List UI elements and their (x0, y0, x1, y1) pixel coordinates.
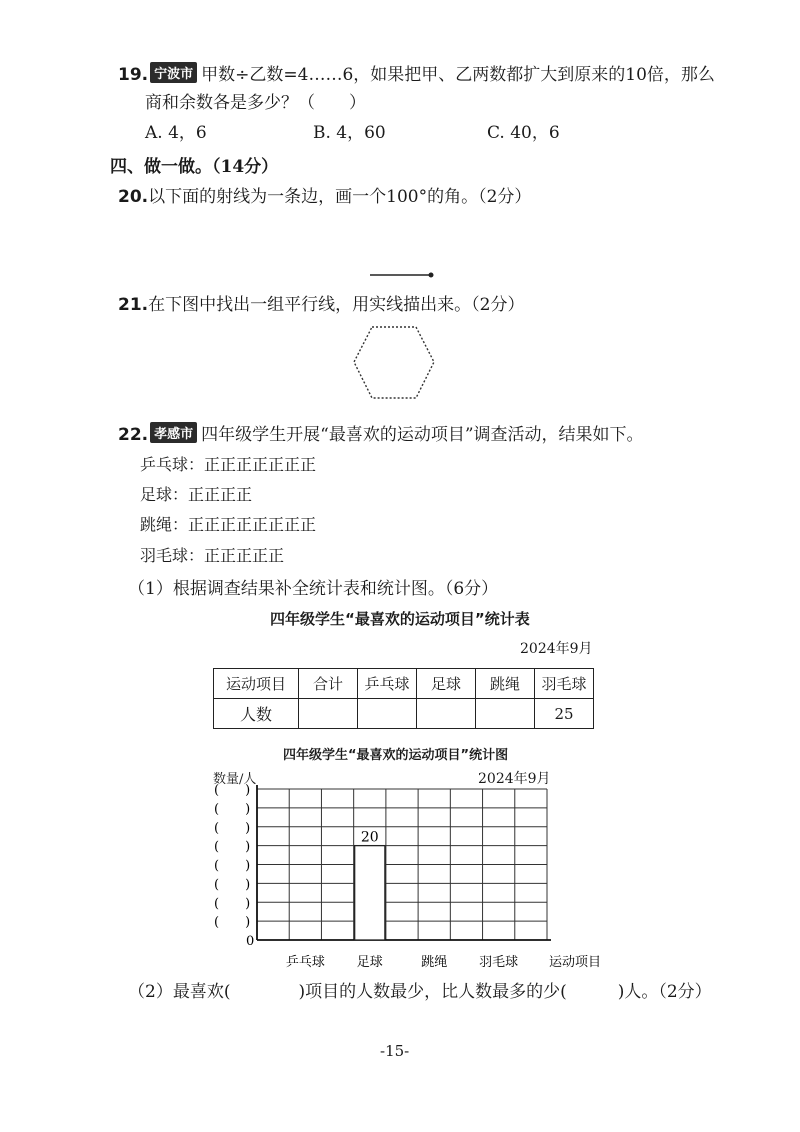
q21-line (118, 290, 524, 315)
chart-category-label: 羽毛球 (479, 955, 519, 970)
table-cell-jumprope[interactable] (476, 699, 535, 729)
q20-line (118, 182, 531, 207)
chart-y-tick-blank: ( ) (214, 915, 251, 931)
table-header-row (214, 669, 594, 699)
q19-option-c[interactable]: C. 40，6 (487, 123, 560, 143)
tally-label: 跳绳： (140, 515, 189, 534)
chart-category-label: 跳绳 (421, 955, 448, 970)
q19-text-line1: 甲数÷乙数=4……6，如果把甲、乙两数都扩大到原来的10倍，那么 (201, 65, 715, 85)
q22-text: 四年级学生开展“最喜欢的运动项目”调查活动，结果如下。 (201, 425, 644, 445)
table-date: 2024年9月 (520, 641, 593, 657)
table-header-cell: 运动项目 (214, 669, 299, 699)
q19-option-a[interactable]: A. 4，6 (145, 123, 207, 143)
q21-number: 21. (118, 295, 149, 315)
tally-marks: 正正正正正正正 (204, 455, 317, 474)
chart-bar (355, 846, 385, 940)
chart-x-axis-label: 运动项目 (549, 955, 602, 970)
chart-category-label: 乒乓球 (285, 955, 325, 970)
q19-number: 19. (118, 65, 149, 85)
table-cell-badminton[interactable]: 25 (535, 699, 594, 729)
tally-row-badminton (140, 543, 284, 566)
tally-marks: 正正正正 (188, 485, 253, 504)
page-number: -15- (380, 1042, 410, 1060)
chart-y-tick-blank: ( ) (214, 801, 251, 817)
tally-row-football (140, 482, 252, 505)
chart-y-tick-blank: ( ) (214, 783, 251, 798)
stat-table (213, 668, 594, 729)
tally-label: 乒乓球： (140, 455, 205, 474)
q19-text-line2: 商和余数各是多少？（ ） (145, 93, 366, 113)
q19-line1 (118, 60, 715, 85)
chart-y-tick-blank: ( ) (214, 858, 251, 874)
tally-row-jumprope (140, 512, 316, 535)
q19-option-b[interactable]: B. 4，60 (313, 123, 386, 143)
ray-endpoint (429, 273, 434, 278)
tally-label: 足球： (140, 485, 189, 504)
table-cell-pingpong[interactable] (358, 699, 417, 729)
chart-y-tick-zero: 0 (246, 934, 255, 949)
table-header-cell: 乒乓球 (358, 669, 417, 699)
q20-number: 20. (118, 187, 149, 207)
q22-part2: （2）最喜欢( )项目的人数最少，比人数最多的少( )人。（2分） (128, 982, 712, 1002)
chart-bar-label: 20 (360, 829, 379, 846)
table-row-label: 人数 (214, 699, 299, 729)
bar-chart (200, 780, 610, 980)
table-cell-football[interactable] (417, 699, 476, 729)
hexagon-figure[interactable] (350, 322, 438, 404)
chart-y-tick-blank: ( ) (214, 820, 251, 836)
q19-region-badge: 宁波市 (150, 62, 197, 83)
tally-marks: 正正正正正 (204, 546, 285, 565)
q21-text: 在下图中找出一组平行线，用实线描出来。（2分） (148, 295, 525, 315)
chart-y-tick-blank: ( ) (214, 896, 251, 912)
table-title: 四年级学生“最喜欢的运动项目”统计表 (270, 610, 530, 628)
chart-date: 2024年9月 (478, 771, 551, 787)
tally-marks: 正正正正正正正正 (188, 515, 317, 534)
table-header-cell: 羽毛球 (535, 669, 594, 699)
table-header-cell: 足球 (417, 669, 476, 699)
chart-category-label: 足球 (356, 955, 383, 970)
table-header-cell: 合计 (299, 669, 358, 699)
chart-title: 四年级学生“最喜欢的运动项目”统计图 (283, 748, 509, 763)
q20-text: 以下面的射线为一条边，画一个100°的角。（2分） (148, 187, 532, 207)
dotted-hexagon (354, 327, 434, 398)
chart-ylabel: 数量/人 (213, 772, 257, 787)
section-4-title: 四、做一做。（14分） (110, 157, 279, 177)
chart-y-tick-blank: ( ) (214, 877, 251, 893)
q22-number: 22. (118, 425, 149, 445)
table-value-row (214, 699, 594, 729)
tally-label: 羽毛球： (140, 546, 205, 565)
chart-y-tick-blank: ( ) (214, 839, 251, 855)
table-header-cell: 跳绳 (476, 669, 535, 699)
q22-line (118, 420, 644, 445)
tally-row-pingpong (140, 452, 316, 475)
table-cell-total[interactable] (299, 699, 358, 729)
q22-region-badge: 孝感市 (150, 422, 197, 443)
ray-drawing[interactable] (368, 268, 438, 282)
q22-part1: （1）根据调查结果补全统计表和统计图。（6分） (128, 579, 499, 599)
